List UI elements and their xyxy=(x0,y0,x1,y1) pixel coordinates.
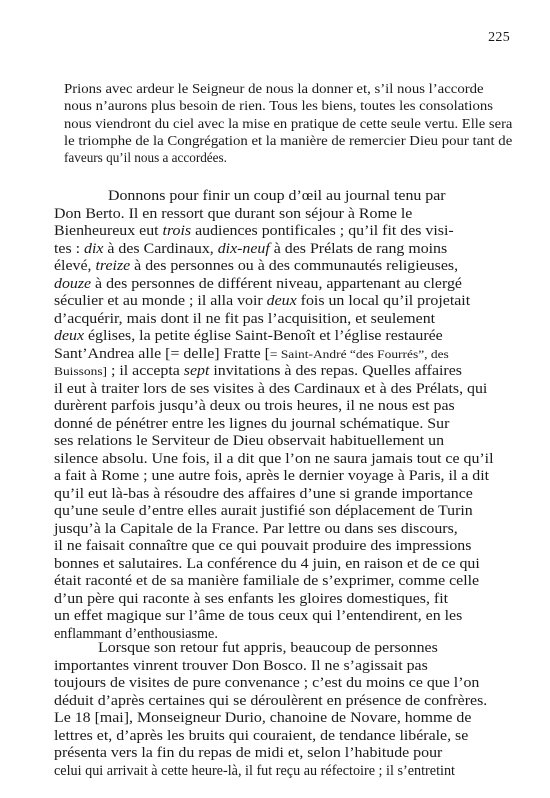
text-line xyxy=(54,346,449,363)
text-segment: enflammant d’enthousiasme. xyxy=(54,625,218,642)
text-segment: d’un père qui raconte à ses enfants les gloires domestiques, fit xyxy=(54,590,449,607)
text-segment: à des Prélats de rang moins xyxy=(269,240,448,257)
text-segment: invitations à des repas. Quelles affaires xyxy=(209,363,462,379)
text-line: nous n’aurons plus besoin de rien. Tous les biens, toutes les consolations xyxy=(64,98,494,114)
text-segment: tes : xyxy=(54,240,85,257)
text-segment: fois un local qu’il projetait xyxy=(296,293,471,309)
italic-text: deux xyxy=(54,328,85,344)
text-line xyxy=(54,451,494,468)
text-segment: un effet magique sur l’âme de tous ceux qui l’entendirent, en les xyxy=(54,608,463,624)
text-segment: bonnes et salutaires. La conférence du 4 juin, en raison et de ce qui xyxy=(54,555,480,572)
text-segment: audiences pontificales ; qu’il fit des visi- xyxy=(191,223,454,239)
text-line xyxy=(54,538,471,555)
text-segment: à des Cardinaux, xyxy=(103,240,218,257)
text-segment: donné de pénétrer entre les lignes du journal schématique. Sur xyxy=(54,415,450,432)
text-line: présenta vers la fin du repas de midi et, selon l’habitude pour xyxy=(54,745,443,761)
text-line xyxy=(54,206,412,223)
text-segment: il ne faisait connaître que ce qui pouvait produire des impressions xyxy=(54,538,472,554)
text-line xyxy=(54,293,470,310)
text-segment: élevé, xyxy=(54,258,96,274)
text-line: Lorsque son retour fut appris, beaucoup de personnes xyxy=(98,640,438,656)
text-line xyxy=(54,223,454,240)
text-segment: à des personnes de différent niveau, appartenant au clergé xyxy=(91,275,462,292)
text-segment: silence absolu. Une fois, il a dit que l’on ne saura jamais tout ce qu’il xyxy=(54,450,494,467)
italic-text: sept xyxy=(183,363,210,379)
text-segment: à des personnes ou à des communautés religieuses, xyxy=(130,258,459,274)
text-line xyxy=(54,276,462,293)
text-line: Le 18 [mai], Monseigneur Durio, chanoine de Novare, homme de xyxy=(54,710,472,726)
text-segment: ; il accepta xyxy=(107,363,184,379)
text-segment: qu’une seule d’entre elles aurait justifié son déplacement de Turin xyxy=(54,503,473,519)
text-segment: d’acquérir, mais dont il ne fit pas l’acquisition, et seulement xyxy=(54,310,436,327)
text-line: lettres et, d’après les bruits qui couraient, de tendance libérale, se xyxy=(54,727,469,744)
italic-text: dix-neuf xyxy=(217,240,270,257)
text-line xyxy=(54,241,447,258)
italic-text: douze xyxy=(54,275,92,292)
text-line: importantes vinrent trouver Don Bosco. Il ne s’agissait pas xyxy=(54,657,428,674)
text-line xyxy=(54,416,449,433)
text-segment: Sant’Andrea alle [= delle] Fratte [ xyxy=(54,345,270,362)
text-segment: Don Berto. Il en ressort que durant son séjour à Rome le xyxy=(54,205,413,222)
text-line: toujours de visites de pure convenance ; c’est du moins ce que l’on xyxy=(54,675,480,691)
text-line xyxy=(54,258,458,275)
text-line xyxy=(54,573,479,590)
text-line xyxy=(54,503,473,520)
italic-text: trois xyxy=(162,223,192,239)
italic-text: deux xyxy=(266,293,297,309)
italic-text: treize xyxy=(95,258,131,274)
text-segment: églises, la petite église Saint-Benoît et l’église restaurée xyxy=(84,328,443,344)
text-line: Prions avec ardeur le Seigneur de nous la donner et, s’il nous l’accorde xyxy=(64,81,484,96)
text-line xyxy=(54,486,473,503)
text-segment: jusqu’à la Capitale de la France. Par lettre ou dans ses discours, xyxy=(54,520,458,537)
text-line xyxy=(54,311,435,328)
text-segment: séculier et au monde ; il alla voir xyxy=(54,293,267,309)
text-segment: était raconté et de sa manière familiale de s’exprimer, comme celle xyxy=(54,573,480,589)
text-line xyxy=(54,381,487,398)
text-segment: Buissons] xyxy=(54,364,108,378)
text-segment: Bienheureux eut xyxy=(54,223,163,239)
text-segment: qu’il eut là-bas à résoudre des affaires d’une si grande importance xyxy=(54,485,473,502)
text-segment: Donnons pour finir un coup d’œil au journal tenu par xyxy=(108,188,446,204)
text-line xyxy=(54,363,462,380)
text-line xyxy=(108,188,446,205)
text-line: nous viendront du ciel avec la mise en pratique de cette seule vertu. Elle sera xyxy=(64,115,513,131)
text-line: le triomphe de la Congrégation et la manière de remercier Dieu pour tant de xyxy=(64,132,513,148)
text-segment: = Saint-André “des Fourrés”, des xyxy=(269,346,449,361)
text-line xyxy=(54,556,480,573)
text-segment: ses relations le Serviteur de Dieu observait habituellement un xyxy=(54,433,445,449)
text-line: déduit d’après certaines qui se déroulèrent en présence de confrères. xyxy=(54,692,488,709)
text-segment: a fait à Rome ; une autre fois, après le dernier voyage à Paris, il a dit xyxy=(54,468,490,484)
text-line xyxy=(54,521,458,538)
italic-text: dix xyxy=(84,240,104,257)
text-segment: il eut à traiter lors de ses visites à des Cardinaux et à des Prélats, qui xyxy=(54,380,488,397)
text-segment: durèrent parfois jusqu’à deux ou trois heures, il ne nous est pas xyxy=(54,398,455,414)
text-line: faveurs qu’il nous a accordées. xyxy=(64,150,227,166)
text-line xyxy=(54,328,443,345)
text-line xyxy=(54,398,455,415)
text-line xyxy=(54,591,448,608)
page-number: 225 xyxy=(488,30,510,45)
text-line xyxy=(54,433,444,450)
text-line: celui qui arrivait à cette heure-là, il fut reçu au réfectoire ; il s’entretint xyxy=(54,762,455,779)
text-line xyxy=(54,608,462,625)
text-line xyxy=(54,468,489,485)
